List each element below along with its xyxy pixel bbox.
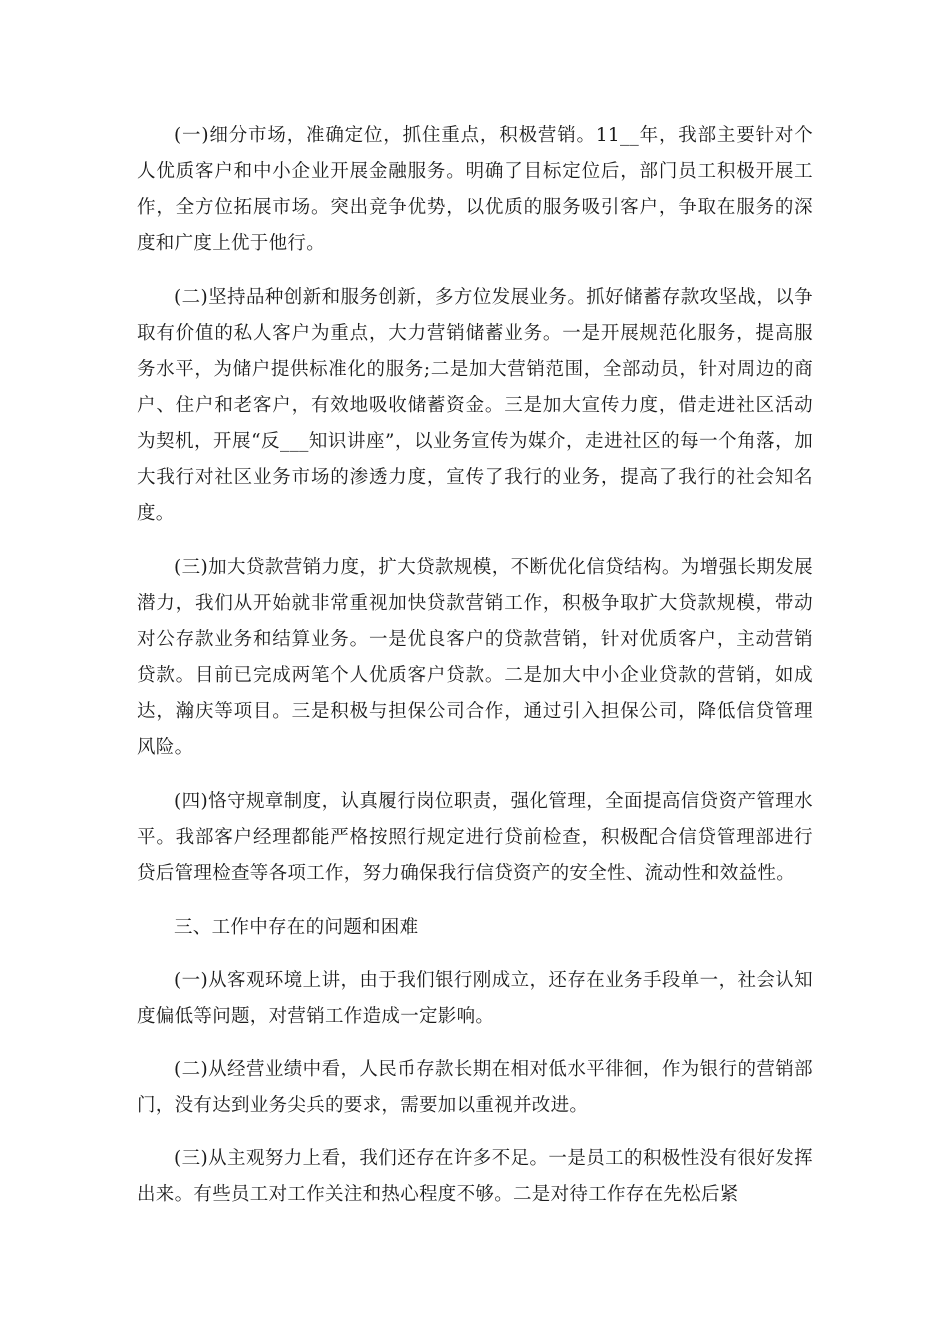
paragraph-subjective-effort: (三)从主观努力上看，我们还存在许多不足。一是员工的积极性没有很好发挥出来。有些员工对工作关注和热心程度不够。二是对待工作存在先松后紧	[137, 1148, 813, 1205]
paragraph-spacer	[137, 766, 813, 784]
paragraph-spacer	[137, 1124, 813, 1141]
section-heading-problems: 三、工作中存在的问题和困难	[174, 917, 419, 938]
paragraph-objective-environment: (一)从客观环境上讲，由于我们银行刚成立，还存在业务手段单一，社会认知度偏低等问题，对营销工作造成一定影响。	[137, 970, 813, 1027]
paragraph-loan-marketing: (三)加大贷款营销力度，扩大贷款规模，不断优化信贷结构。为增强长期发展潜力，我们从开始就非常重视加快贷款营销工作，积极争取扩大贷款规模，带动对公存款业务和结算业务。一是优良客户的贷款营销，针对优质客户，主动营销贷款。目前已完成两笔个人优质客户贷款。二是加大中小企业贷款的营销，如成达，瀚庆等项目。三是积极与担保公司合作，通过引入担保公司，降低信贷管理风险。	[137, 557, 813, 758]
paragraph-compliance: (四)恪守规章制度，认真履行岗位职责，强化管理，全面提高信贷资产管理水平。我部客户经理都能严格按照行规定进行贷前检查，积极配合信贷管理部进行贷后管理检查等各项工作，努力确保我行信贷资产的安全性、流动性和效益性。	[137, 791, 813, 884]
paragraph-spacer	[137, 262, 813, 280]
document-body	[137, 118, 813, 1213]
paragraph-performance: (二)从经营业绩中看，人民币存款长期在相对低水平徘徊，作为银行的营销部门，没有达到业务尖兵的要求，需要加以重视并改进。	[137, 1059, 813, 1116]
paragraph-spacer	[137, 892, 813, 910]
paragraph-spacer	[137, 946, 813, 963]
paragraph-spacer	[137, 1035, 813, 1052]
paragraph-market-segmentation: (一)细分市场，准确定位，抓住重点，积极营销。11__年，我部主要针对个人优质客户和中小企业开展金融服务。明确了目标定位后，部门员工积极开展工作，全方位拓展市场。突出竞争优势，以优质的服务吸引客户，争取在服务的深度和广度上优于他行。	[137, 125, 813, 254]
paragraph-product-innovation: (二)坚持品种创新和服务创新，多方位发展业务。抓好储蓄存款攻坚战，以争取有价值的私人客户为重点，大力营销储蓄业务。一是开展规范化服务，提高服务水平，为储户提供标准化的服务;二是加大营销范围，全部动员，针对周边的商户、住户和老客户，有效地吸收储蓄资金。三是加大宣传力度，借走进社区活动为契机，开展“反___知识讲座”，以业务宣传为媒介，走进社区的每一个角落，加大我行对社区业务市场的渗透力度，宣传了我行的业务，提高了我行的社会知名度。	[137, 287, 813, 524]
paragraph-spacer	[137, 532, 813, 550]
